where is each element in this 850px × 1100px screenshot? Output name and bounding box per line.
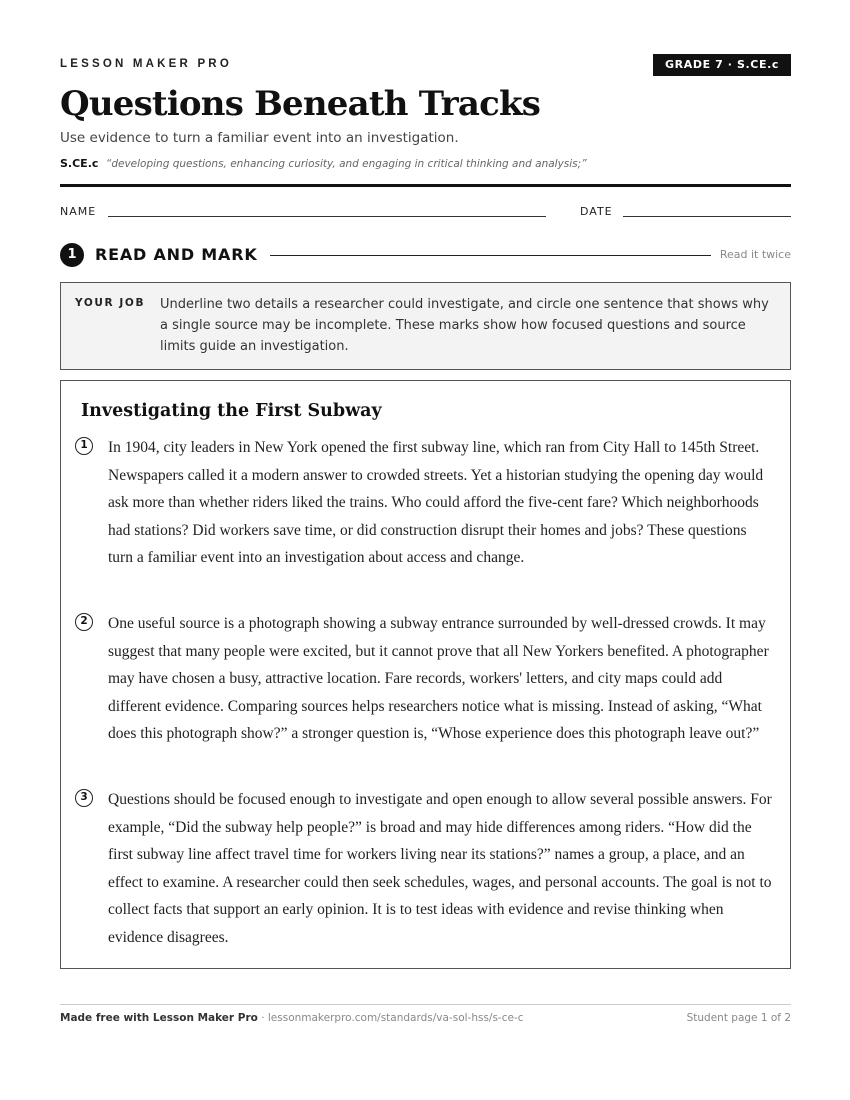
section-header [60, 243, 791, 269]
footer-made-with: Made free with Lesson Maker Pro [60, 1012, 258, 1024]
section-divider [270, 255, 711, 256]
section-title: READ AND MARK [95, 245, 258, 264]
name-label: NAME [60, 205, 97, 218]
brand-name: LESSON MAKER PRO [60, 58, 232, 70]
paragraph-1: In 1904, city leaders in New York opened the first subway line, which ran from City Hall to 145th Street. Newspapers called it a modern answer to crowded streets. Yet a historian studying the opening day would ask more than whether riders liked the trains. Who could afford the five-cent fare? Which neighborhoods had stations? Did workers save time, or did construction disrupt their homes and jobs? These questions turn a familiar event into an investigation about access and change. [108, 439, 764, 566]
page-subtitle: Use evidence to turn a familiar event into an investigation. [60, 130, 459, 146]
date-field[interactable] [623, 216, 791, 217]
name-date-row [60, 205, 791, 221]
name-field[interactable] [108, 216, 546, 217]
page-title: Questions Beneath Tracks [60, 84, 541, 124]
passage-title: Investigating the First Subway [81, 401, 382, 421]
section-number-badge: 1 [60, 243, 84, 267]
paragraph-3: Questions should be focused enough to investigate and open enough to allow several possible answers. For example, “Did the subway help people?” is broad and may hide differences among riders. “How did the first subway line affect travel time for workers living near its stations?” names a group, a place, and an effect to examine. A researcher could then seek schedules, wages, and personal accounts. The goal is not to collect facts that support an early opinion. It is to test ideas with evidence and revise thinking when evidence disagrees. [108, 791, 772, 946]
footer-url[interactable]: · lessonmakerpro.com/standards/va-sol-hss/s-ce-c [257, 1012, 524, 1024]
section-hint: Read it twice [719, 248, 791, 261]
your-job-label: YOUR JOB [75, 297, 146, 309]
paragraph-2: One useful source is a photograph showing a subway entrance surrounded by well-dressed crowds. It may suggest that many people were excited, but it cannot prove that all New Yorkers benefited. A photographer may have chosen a busy, attractive location. Fare records, workers' letters, and city maps could add different evidence. Comparing sources helps researchers notice what is missing. Instead of asking, “What does this photograph show?” a stronger question is, “Whose experience does this photograph leave out?” [108, 615, 769, 742]
standard-text: “developing questions, enhancing curiosity, and engaging in critical thinking and analysis;” [105, 158, 587, 170]
footer-page-number: Student page 1 of 2 [686, 1012, 791, 1024]
standard-line [60, 157, 587, 170]
paragraph-number-2: 2 [75, 613, 93, 631]
reading-passage [60, 380, 791, 969]
standard-code: S.CE.c [60, 157, 99, 170]
paragraph-number-3: 3 [75, 789, 93, 807]
grade-badge: GRADE 7 · S.CE.c [653, 54, 791, 76]
paragraph-number-1: 1 [75, 437, 93, 455]
date-label: DATE [580, 205, 613, 218]
your-job-instructions: Underline two details a researcher could investigate, and circle one sentence that shows why a single source may be incomplete. These marks show how focused questions and source limits guide an investigation. [160, 297, 769, 354]
your-job-box [60, 282, 791, 370]
footer-divider [60, 1004, 791, 1005]
header-divider [60, 184, 791, 187]
footer-credit [60, 1012, 524, 1024]
